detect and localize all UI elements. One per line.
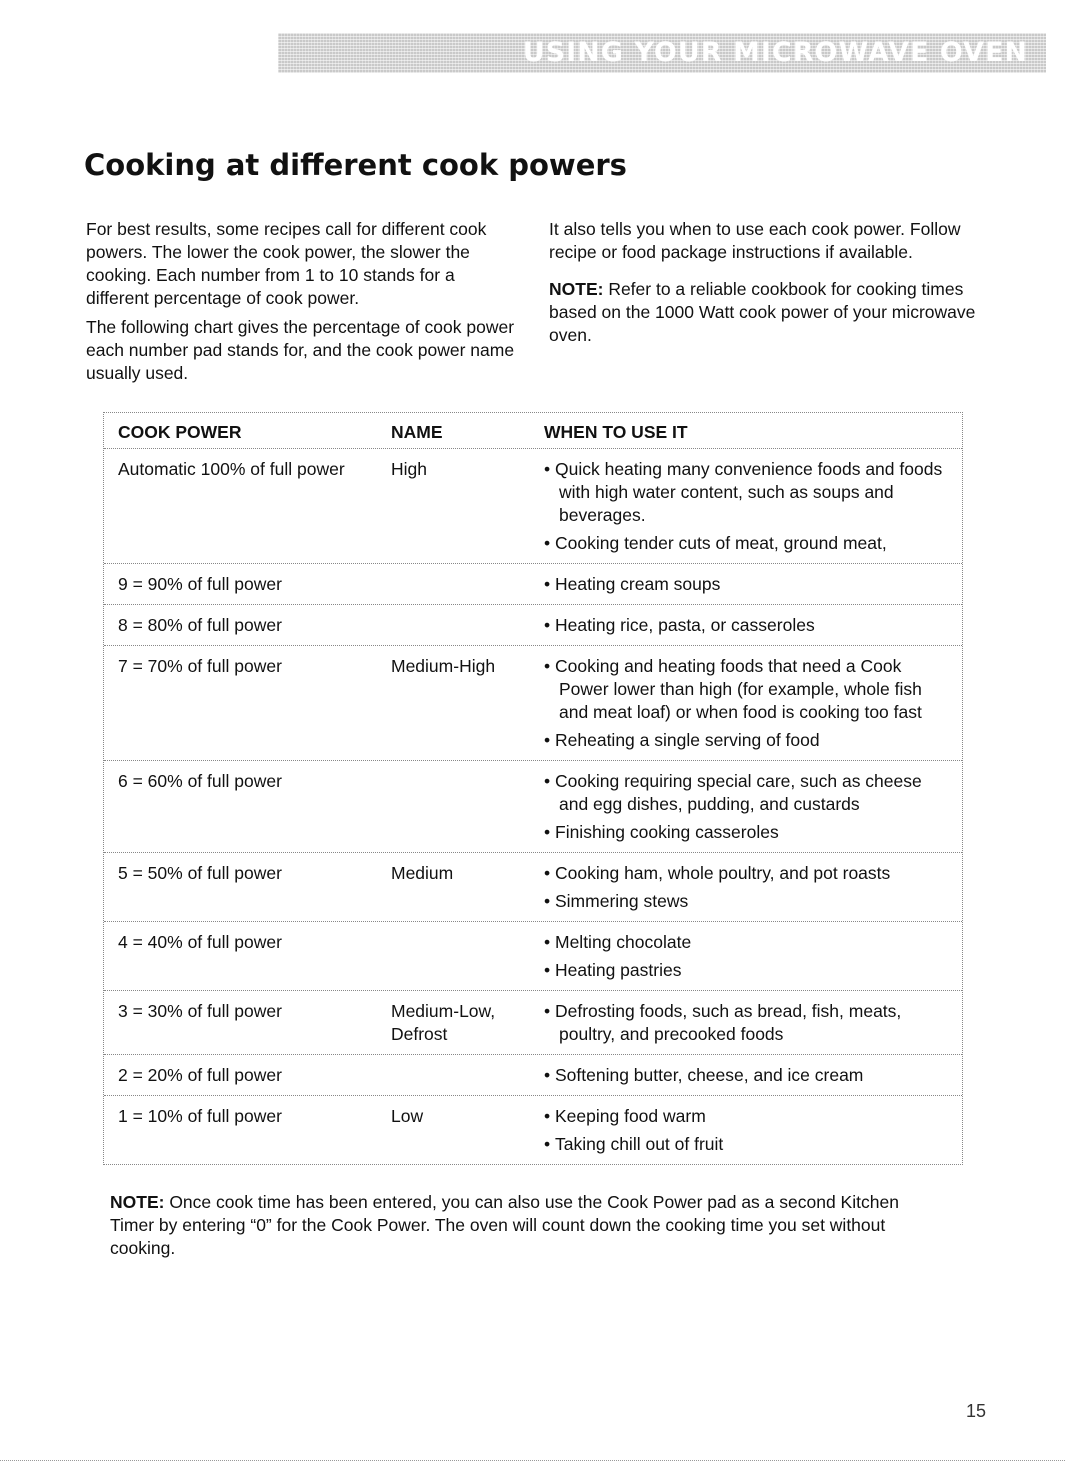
column-header-name: NAME <box>391 422 443 442</box>
section-header-text: USING YOUR MICROWAVE OVEN <box>522 37 1028 68</box>
usage-tip: • Heating pastries <box>544 959 952 982</box>
cook-power-cell: 8 = 80% of full power <box>118 615 282 635</box>
usage-tip: • Reheating a single serving of food <box>544 729 952 752</box>
power-name-cell <box>391 573 544 596</box>
when-to-use-cell <box>544 458 962 555</box>
cook-power-cell: 6 = 60% of full power <box>118 771 282 791</box>
intro-paragraph: The following chart gives the percentage of cook power each number pad stands for, and the cook power name usually used. <box>86 317 515 383</box>
note-label: NOTE: <box>110 1192 165 1212</box>
cook-power-cell: 3 = 30% of full power <box>118 1001 282 1021</box>
page-number: 15 <box>965 1401 986 1421</box>
table-row <box>104 760 962 852</box>
power-name-cell <box>391 1064 544 1087</box>
usage-tip: • Taking chill out of fruit <box>544 1133 952 1156</box>
page-title: Cooking at different cook powers <box>84 148 627 182</box>
power-name-cell: High <box>391 459 427 479</box>
usage-tip: • Softening butter, cheese, and ice cream <box>544 1064 952 1087</box>
when-to-use-cell <box>544 1064 962 1087</box>
when-to-use-cell <box>544 614 962 637</box>
cook-power-cell: 2 = 20% of full power <box>118 1065 282 1085</box>
usage-tip: • Simmering stews <box>544 890 952 913</box>
power-name-cell: Medium-Low, Defrost <box>391 1001 496 1044</box>
cook-power-cell: 7 = 70% of full power <box>118 656 282 676</box>
when-to-use-cell <box>544 931 962 982</box>
usage-tip: • Finishing cooking casseroles <box>544 821 952 844</box>
column-header-when-to-use: WHEN TO USE IT <box>544 422 688 442</box>
table-row <box>104 1054 962 1095</box>
usage-tip: • Cooking and heating foods that need a Cook Power lower than high (for example, whole fish and meat loaf) or when food is cooking too fast <box>544 655 952 724</box>
usage-tip: • Cooking requiring special care, such as cheese and egg dishes, pudding, and custards <box>544 770 952 816</box>
footer-rule <box>0 1460 1065 1461</box>
cook-power-table <box>103 412 963 1165</box>
table-row <box>104 448 962 563</box>
when-to-use-cell <box>544 862 962 913</box>
usage-tip: • Melting chocolate <box>544 931 952 954</box>
power-name-cell: Low <box>391 1106 424 1126</box>
usage-tip: • Keeping food warm <box>544 1105 952 1128</box>
usage-tip: • Cooking tender cuts of meat, ground meat, <box>544 532 952 555</box>
when-to-use-cell <box>544 1000 962 1046</box>
note-text: Refer to a reliable cookbook for cooking times based on the 1000 Watt cook power of your microwave oven. <box>549 279 976 345</box>
when-to-use-cell <box>544 573 962 596</box>
intro-right-column <box>549 218 999 361</box>
cook-power-cell: 9 = 90% of full power <box>118 574 282 594</box>
usage-tip: • Heating cream soups <box>544 573 952 596</box>
usage-tip: • Quick heating many convenience foods and foods with high water content, such as soups and beverages. <box>544 458 952 527</box>
table-row <box>104 1095 962 1164</box>
cook-power-cell: 4 = 40% of full power <box>118 932 282 952</box>
power-name-cell <box>391 931 544 982</box>
usage-tip: • Defrosting foods, such as bread, fish, meats, poultry, and precooked foods <box>544 1000 952 1046</box>
table-row <box>104 921 962 990</box>
power-name-cell <box>391 770 544 844</box>
table-row <box>104 604 962 645</box>
power-name-cell <box>391 614 544 637</box>
table-row <box>104 645 962 760</box>
table-row <box>104 563 962 604</box>
when-to-use-cell <box>544 1105 962 1156</box>
when-to-use-cell <box>544 655 962 752</box>
intro-paragraph: For best results, some recipes call for different cook powers. The lower the cook power, the slower the cooking. Each number from 1 to 10 stands for a different percentage of cook power. <box>86 219 487 308</box>
intro-left-column <box>86 218 516 391</box>
note-label: NOTE: <box>549 279 604 299</box>
power-name-cell: Medium-High <box>391 656 496 676</box>
section-header-band <box>278 33 1046 73</box>
intro-paragraph: It also tells you when to use each cook power. Follow recipe or food package instructions if available. <box>549 219 961 262</box>
cook-power-cell: Automatic 100% of full power <box>118 459 345 479</box>
table-row <box>104 852 962 921</box>
table-header-row <box>104 413 962 448</box>
cook-power-cell: 5 = 50% of full power <box>118 863 282 883</box>
cook-power-cell: 1 = 10% of full power <box>118 1106 282 1126</box>
column-header-cook-power: COOK POWER <box>118 422 242 442</box>
usage-tip: • Cooking ham, whole poultry, and pot roasts <box>544 862 952 885</box>
usage-tip: • Heating rice, pasta, or casseroles <box>544 614 952 637</box>
note-paragraph <box>549 278 999 347</box>
bottom-note <box>110 1191 940 1260</box>
table-row <box>104 990 962 1054</box>
power-name-cell: Medium <box>391 863 454 883</box>
note-text: Once cook time has been entered, you can also use the Cook Power pad as a second Kitchen Timer by entering “0” for the Cook Power. The oven will count down the cooking time you set without cooking. <box>110 1192 899 1258</box>
when-to-use-cell <box>544 770 962 844</box>
